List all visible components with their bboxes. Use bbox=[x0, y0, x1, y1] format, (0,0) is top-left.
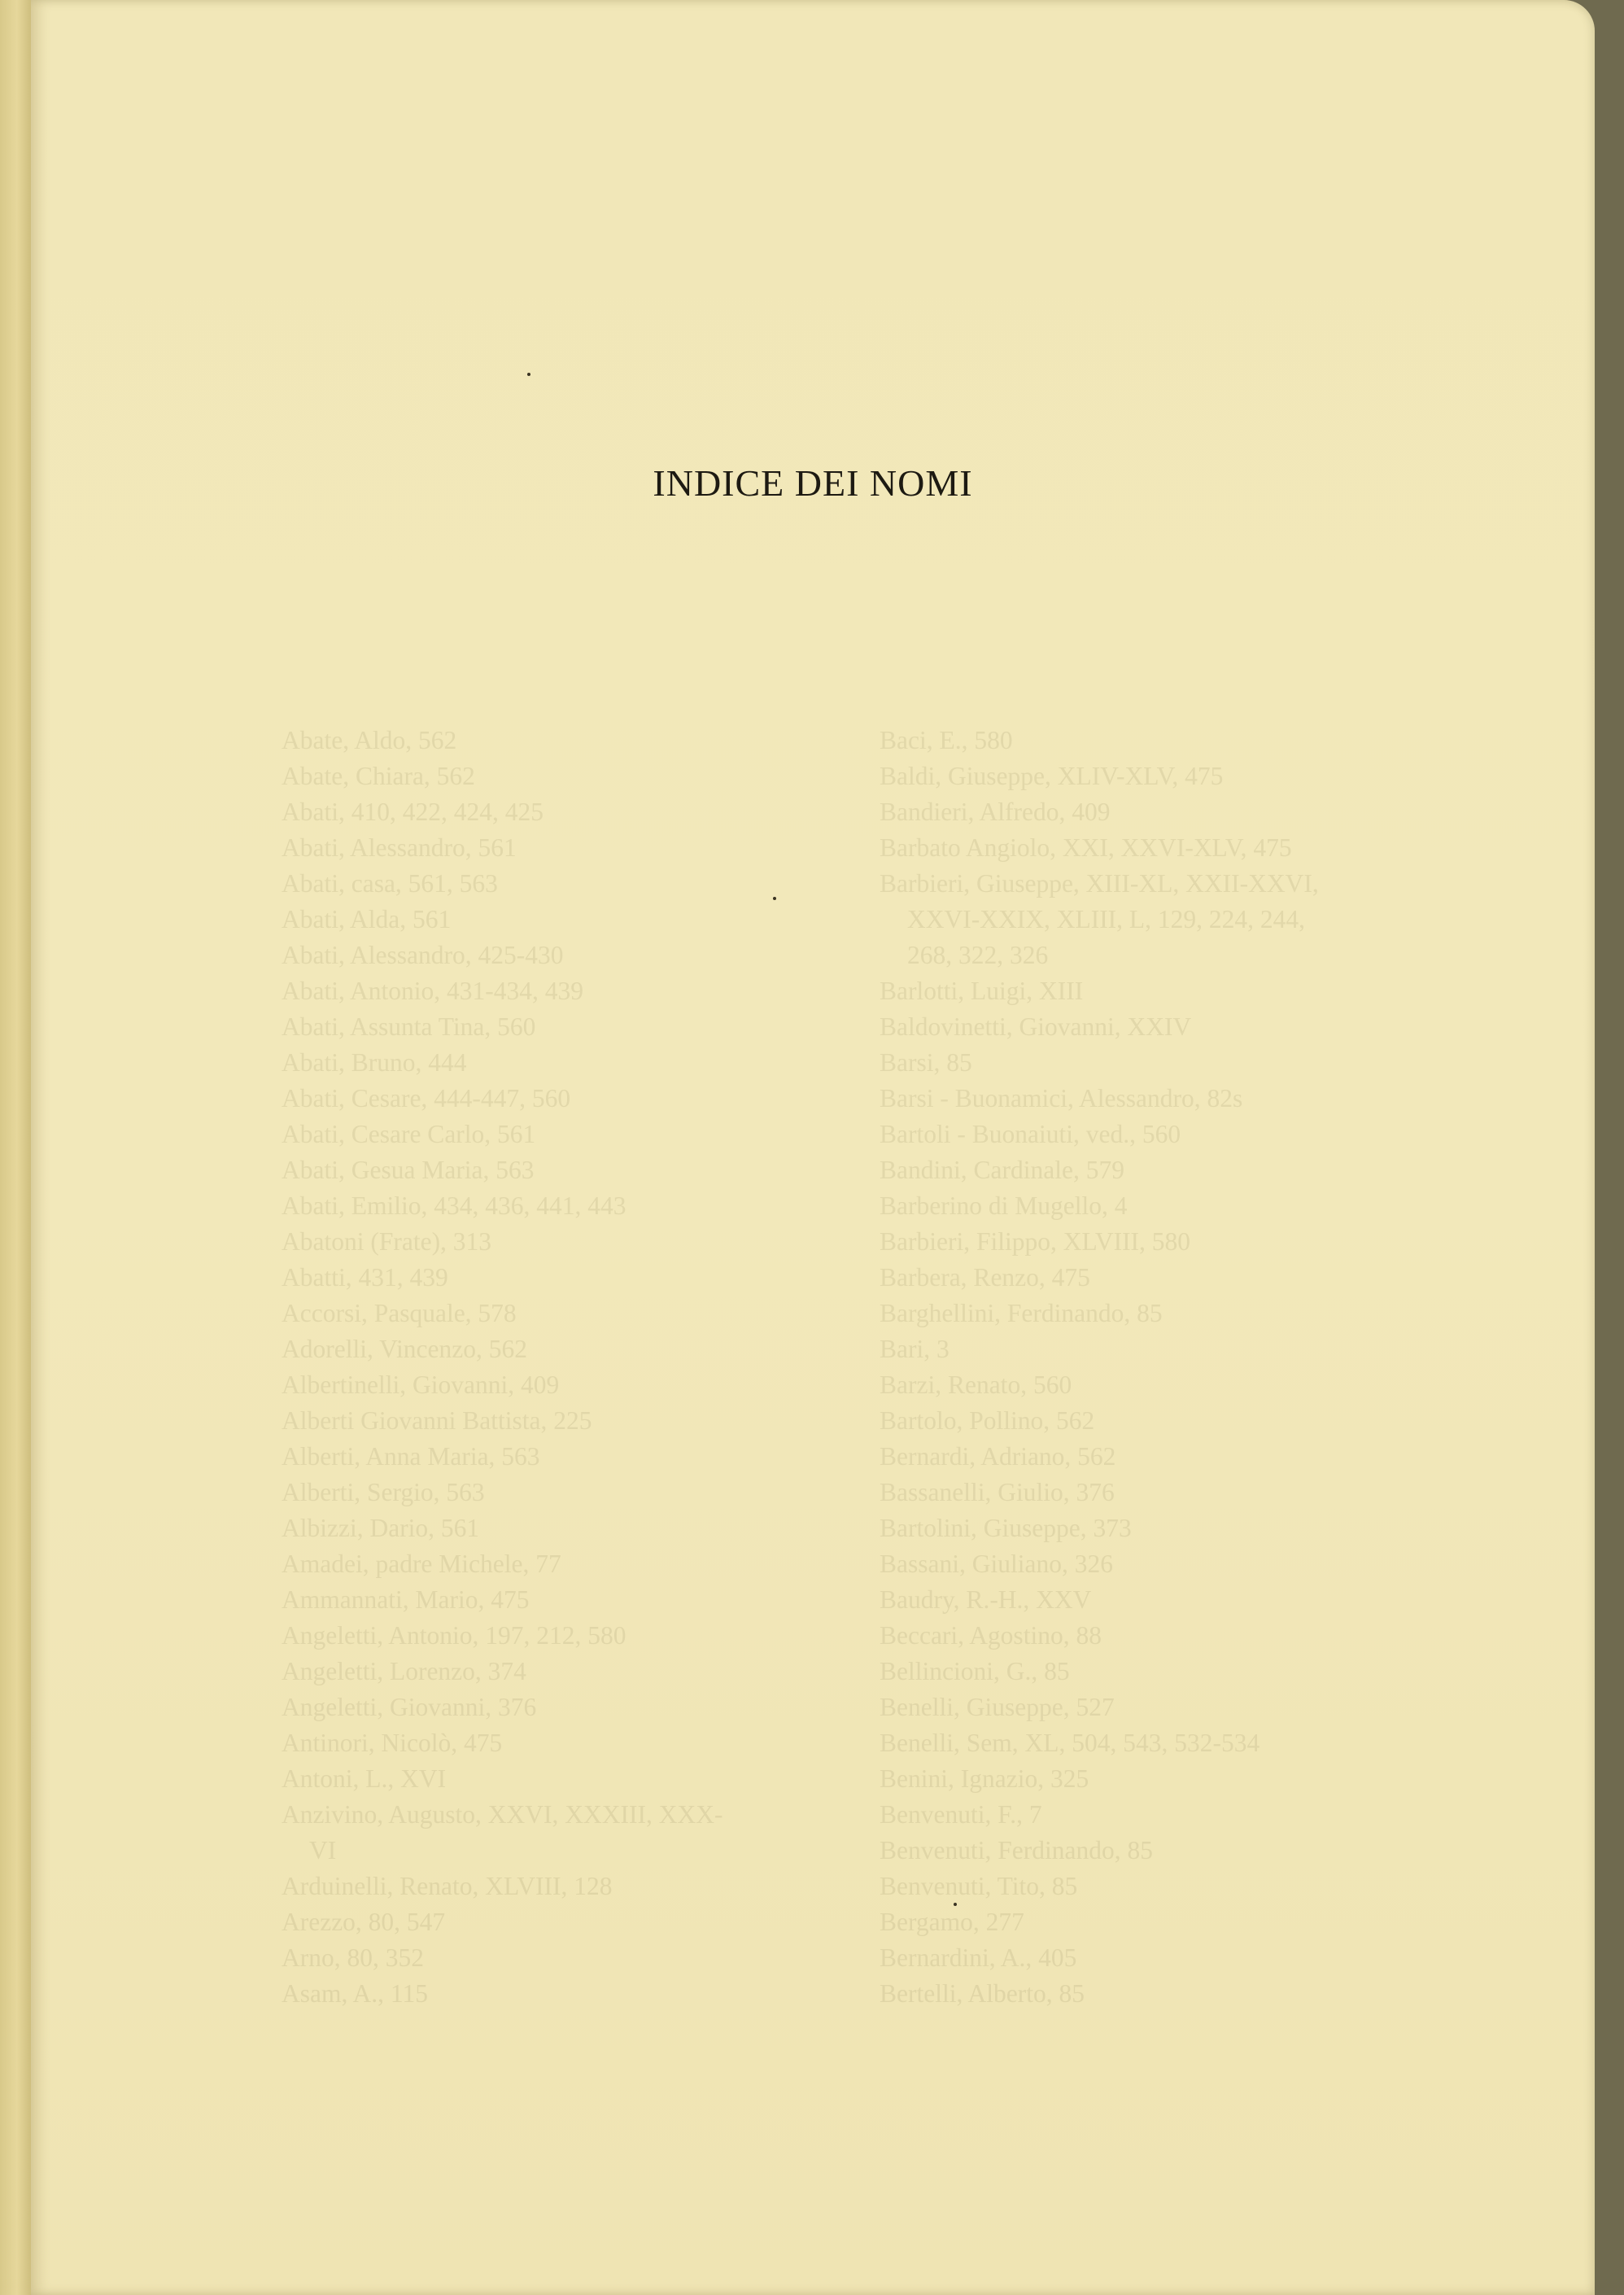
index-entry: Abati, casa, 561, 563 bbox=[282, 869, 498, 898]
index-entry: Barbieri, Filippo, XLVIII, 580 bbox=[880, 1227, 1191, 1256]
index-entry: Asam, A., 115 bbox=[282, 1979, 428, 2008]
index-entry: 268, 322, 326 bbox=[907, 941, 1049, 969]
index-entry: Bellincioni, G., 85 bbox=[880, 1657, 1070, 1685]
index-entry: VI bbox=[309, 1836, 337, 1864]
paper-speck bbox=[773, 897, 776, 900]
index-entry: Abati, Bruno, 444 bbox=[282, 1048, 467, 1077]
index-entry: Baldi, Giuseppe, XLIV-XLV, 475 bbox=[880, 762, 1224, 790]
index-entry: Bertelli, Alberto, 85 bbox=[880, 1979, 1085, 2008]
index-entry: Abati, Assunta Tina, 560 bbox=[282, 1012, 536, 1041]
index-entry: Barberino di Mugello, 4 bbox=[880, 1191, 1128, 1220]
index-entry: Barbera, Renzo, 475 bbox=[880, 1263, 1090, 1292]
index-entry: Alberti Giovanni Battista, 225 bbox=[282, 1406, 592, 1435]
index-entry: Barlotti, Luigi, XIII bbox=[880, 977, 1084, 1005]
paper-speck bbox=[954, 1903, 957, 1906]
index-column-right bbox=[880, 723, 1441, 2012]
index-entry: Benvenuti, Tito, 85 bbox=[880, 1872, 1078, 1900]
index-entry: Barzi, Renato, 560 bbox=[880, 1370, 1072, 1399]
index-entry: Barghellini, Ferdinando, 85 bbox=[880, 1299, 1163, 1327]
index-entry: Baudry, R.-H., XXV bbox=[880, 1585, 1092, 1614]
index-entry: Benelli, Giuseppe, 527 bbox=[880, 1693, 1115, 1721]
index-entry: Angeletti, Lorenzo, 374 bbox=[282, 1657, 526, 1685]
index-entry: Albertinelli, Giovanni, 409 bbox=[282, 1370, 560, 1399]
index-entry: Bari, 3 bbox=[880, 1335, 950, 1363]
index-entry: XXVI-XXIX, XLIII, L, 129, 224, 244, bbox=[907, 905, 1306, 933]
index-entry: Abati, Alda, 561 bbox=[282, 905, 452, 933]
paper-speck bbox=[527, 373, 530, 376]
index-entry: Abate, Chiara, 562 bbox=[282, 762, 475, 790]
index-entry: Benelli, Sem, XL, 504, 543, 532-534 bbox=[880, 1729, 1260, 1757]
index-entry: Barsi - Buonamici, Alessandro, 82s bbox=[880, 1084, 1243, 1113]
index-entry: Benvenuti, Ferdinando, 85 bbox=[880, 1836, 1153, 1864]
index-entry: Abati, Cesare Carlo, 561 bbox=[282, 1120, 536, 1148]
index-entry: Adorelli, Vincenzo, 562 bbox=[282, 1335, 527, 1363]
index-entry: Beccari, Agostino, 88 bbox=[880, 1621, 1102, 1650]
index-entry: Bartolini, Giuseppe, 373 bbox=[880, 1514, 1132, 1542]
index-entry: Accorsi, Pasquale, 578 bbox=[282, 1299, 517, 1327]
index-entry: Abati, 410, 422, 424, 425 bbox=[282, 798, 544, 826]
page-sheet bbox=[31, 0, 1595, 2295]
index-entry: Ammannati, Mario, 475 bbox=[282, 1585, 530, 1614]
index-entry: Angeletti, Antonio, 197, 212, 580 bbox=[282, 1621, 626, 1650]
index-entry: Alberti, Anna Maria, 563 bbox=[282, 1442, 540, 1471]
index-entry: Bassanelli, Giulio, 376 bbox=[880, 1478, 1115, 1506]
index-entry: Antoni, L., XVI bbox=[282, 1764, 447, 1793]
index-entry: Abati, Alessandro, 425-430 bbox=[282, 941, 564, 969]
index-entry: Arezzo, 80, 547 bbox=[282, 1908, 446, 1936]
index-entry: Barsi, 85 bbox=[880, 1048, 972, 1077]
index-entry: Bandini, Cardinale, 579 bbox=[880, 1156, 1124, 1184]
index-entry: Benvenuti, F., 7 bbox=[880, 1800, 1042, 1829]
index-entry: Bernardini, A., 405 bbox=[880, 1943, 1077, 1972]
index-entry: Bartolo, Pollino, 562 bbox=[880, 1406, 1095, 1435]
index-entry: Bartoli - Buonaiuti, ved., 560 bbox=[880, 1120, 1181, 1148]
index-entry: Bergamo, 277 bbox=[880, 1908, 1024, 1936]
index-entry: Abate, Aldo, 562 bbox=[282, 726, 457, 754]
index-entry: Anzivino, Augusto, XXVI, XXXIII, XXX- bbox=[282, 1800, 723, 1829]
index-entry: Baci, E., 580 bbox=[880, 726, 1013, 754]
page-title: INDICE DEI NOMI bbox=[653, 462, 973, 504]
index-entry: Arduinelli, Renato, XLVIII, 128 bbox=[282, 1872, 613, 1900]
index-entry: Barbato Angiolo, XXI, XXVI-XLV, 475 bbox=[880, 833, 1292, 862]
index-entry: Arno, 80, 352 bbox=[282, 1943, 424, 1972]
index-entry: Albizzi, Dario, 561 bbox=[282, 1514, 480, 1542]
index-entry: Abatoni (Frate), 313 bbox=[282, 1227, 492, 1256]
index-column-left bbox=[282, 723, 843, 2012]
index-entry: Alberti, Sergio, 563 bbox=[282, 1478, 485, 1506]
index-entry: Bassani, Giuliano, 326 bbox=[880, 1550, 1113, 1578]
index-entry: Amadei, padre Michele, 77 bbox=[282, 1550, 561, 1578]
index-entry: Bernardi, Adriano, 562 bbox=[880, 1442, 1116, 1471]
index-entry: Barbieri, Giuseppe, XIII-XL, XXII-XXVI, bbox=[880, 869, 1319, 898]
index-entry: Angeletti, Giovanni, 376 bbox=[282, 1693, 537, 1721]
index-entry: Antinori, Nicolò, 475 bbox=[282, 1729, 503, 1757]
index-entry: Abati, Cesare, 444-447, 560 bbox=[282, 1084, 571, 1113]
index-entry: Benini, Ignazio, 325 bbox=[880, 1764, 1089, 1793]
index-entry: Baldovinetti, Giovanni, XXIV bbox=[880, 1012, 1192, 1041]
index-entry: Bandieri, Alfredo, 409 bbox=[880, 798, 1111, 826]
index-entry: Abatti, 431, 439 bbox=[282, 1263, 448, 1292]
index-entry: Abati, Gesua Maria, 563 bbox=[282, 1156, 535, 1184]
index-entry: Abati, Emilio, 434, 436, 441, 443 bbox=[282, 1191, 626, 1220]
index-entry: Abati, Antonio, 431-434, 439 bbox=[282, 977, 583, 1005]
index-entry: Abati, Alessandro, 561 bbox=[282, 833, 517, 862]
